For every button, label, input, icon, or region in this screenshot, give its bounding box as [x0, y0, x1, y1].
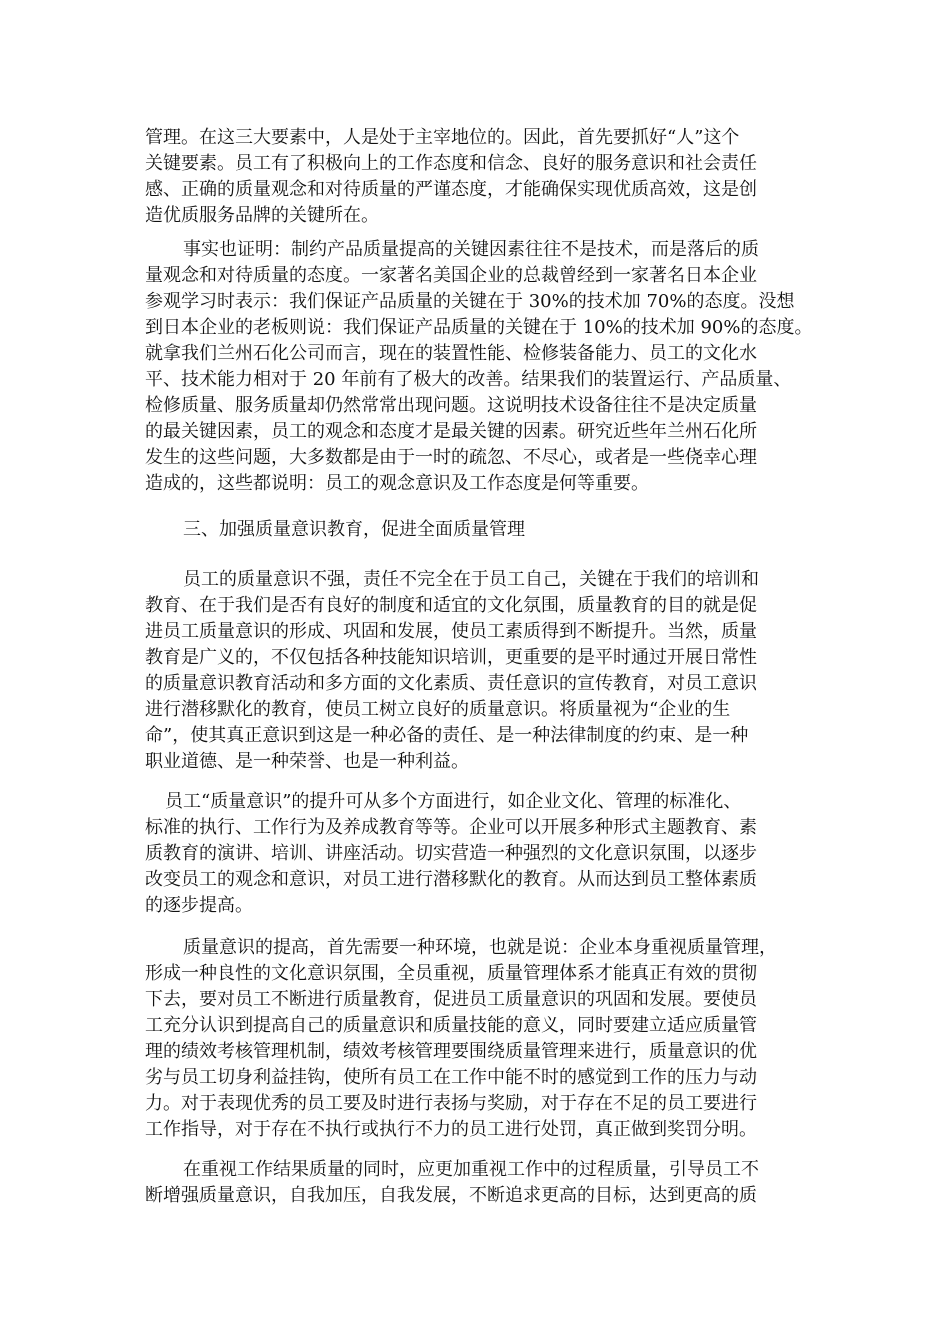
text-line: 检修质量、服务质量却仍然常常出现问题。这说明技术设备往往不是决定质量 — [145, 395, 757, 416]
text-line: 到日本企业的老板则说：我们保证产品质量的关键在于 10%的技术加 90%的态度。 — [145, 317, 813, 338]
text-line: 断增强质量意识，自我加压，自我发展，不断追求更高的目标，达到更高的质 — [145, 1185, 757, 1206]
text-line: 下去，要对员工不断进行质量教育，促进员工质量意识的巩固和发展。要使员 — [145, 989, 757, 1010]
text-line: 工作指导，对于存在不执行或执行不力的员工进行处罚，真正做到奖罚分明。 — [145, 1119, 757, 1140]
text-line: 员工的质量意识不强，责任不完全在于员工自己，关键在于我们的培训和 — [183, 569, 759, 590]
text-line: 质教育的演讲、培训、讲座活动。切实营造一种强烈的文化意识氛围，以逐步 — [145, 843, 757, 864]
text-line: 管理。在这三大要素中，人是处于主宰地位的。因此，首先要抓好“人”这个 — [145, 127, 740, 148]
text-line: 力。对于表现优秀的员工要及时进行表扬与奖励，对于存在不足的员工要进行 — [145, 1093, 757, 1114]
section-heading — [145, 517, 815, 543]
paragraph-6 — [145, 1157, 815, 1209]
text-line: 在重视工作结果质量的同时，应更加重视工作中的过程质量，引导员工不 — [183, 1159, 759, 1180]
text-line: 发生的这些问题，大多数都是由于一时的疏忽、不尽心，或者是一些侥幸心理 — [145, 447, 757, 468]
text-line: 造成的，这些都说明：员工的观念意识及工作态度是何等重要。 — [145, 473, 649, 494]
paragraph-4 — [145, 789, 815, 919]
text-line: 参观学习时表示：我们保证产品质量的关键在于 30%的技术加 70%的态度。没想 — [145, 291, 795, 312]
text-line: 职业道德、是一种荣誉、也是一种利益。 — [145, 751, 469, 772]
text-line: 进行潜移默化的教育，使员工树立良好的质量意识。将质量视为“企业的生 — [145, 699, 731, 720]
paragraph-1 — [145, 125, 815, 229]
text-line: 教育、在于我们是否有良好的制度和适宜的文化氛围，质量教育的目的就是促 — [145, 595, 757, 616]
text-line: 关键要素。员工有了积极向上的工作态度和信念、良好的服务意识和社会责任 — [145, 153, 757, 174]
text-line: 事实也证明：制约产品质量提高的关键因素往往不是技术，而是落后的质 — [183, 239, 759, 260]
text-line: 的逐步提高。 — [145, 895, 253, 916]
text-line: 量观念和对待质量的态度。一家著名美国企业的总裁曾经到一家著名日本企业 — [145, 265, 757, 286]
text-line: 改变员工的观念和意识，对员工进行潜移默化的教育。从而达到员工整体素质 — [145, 869, 757, 890]
text-line: 员工“质量意识”的提升可从多个方面进行，如企业文化、管理的标准化、 — [165, 791, 742, 812]
text-line: 工充分认识到提高自己的质量意识和质量技能的意义，同时要建立适应质量管 — [145, 1015, 757, 1036]
text-line: 标准的执行、工作行为及养成教育等等。企业可以开展多种形式主题教育、素 — [145, 817, 757, 838]
paragraph-3 — [145, 567, 815, 775]
text-line: 感、正确的质量观念和对待质量的严谨态度，才能确保实现优质高效，这是创 — [145, 179, 757, 200]
text-line: 劣与员工切身利益挂钩，使所有员工在工作中能不时的感觉到工作的压力与动 — [145, 1067, 757, 1088]
text-line: 形成一种良性的文化意识氛围，全员重视，质量管理体系才能真正有效的贯彻 — [145, 963, 757, 984]
text-line: 就拿我们兰州石化公司而言，现在的装置性能、检修装备能力、员工的文化水 — [145, 343, 757, 364]
paragraph-2 — [145, 237, 815, 497]
text-line: 理的绩效考核管理机制，绩效考核管理要围绕质量管理来进行，质量意识的优 — [145, 1041, 757, 1062]
text-line: 教育是广义的，不仅包括各种技能知识培训，更重要的是平时通过开展日常性 — [145, 647, 757, 668]
section-heading-text: 三、加强质量意识教育，促进全面质量管理 — [183, 519, 525, 540]
text-line: 的最关键因素，员工的观念和态度才是最关键的因素。研究近些年兰州石化所 — [145, 421, 757, 442]
text-line: 进员工质量意识的形成、巩固和发展，使员工素质得到不断提升。当然，质量 — [145, 621, 757, 642]
text-line: 造优质服务品牌的关键所在。 — [145, 205, 379, 226]
text-line: 的质量意识教育活动和多方面的文化素质、责任意识的宣传教育，对员工意识 — [145, 673, 757, 694]
text-line: 平、技术能力相对于 20 年前有了极大的改善。结果我们的装置运行、产品质量、 — [145, 369, 792, 390]
paragraph-5 — [145, 935, 815, 1143]
text-line: 质量意识的提高，首先需要一种环境，也就是说：企业本身重视质量管理， — [183, 937, 777, 958]
text-line: 命”，使其真正意识到这是一种必备的责任、是一种法律制度的约束、是一种 — [145, 725, 749, 746]
